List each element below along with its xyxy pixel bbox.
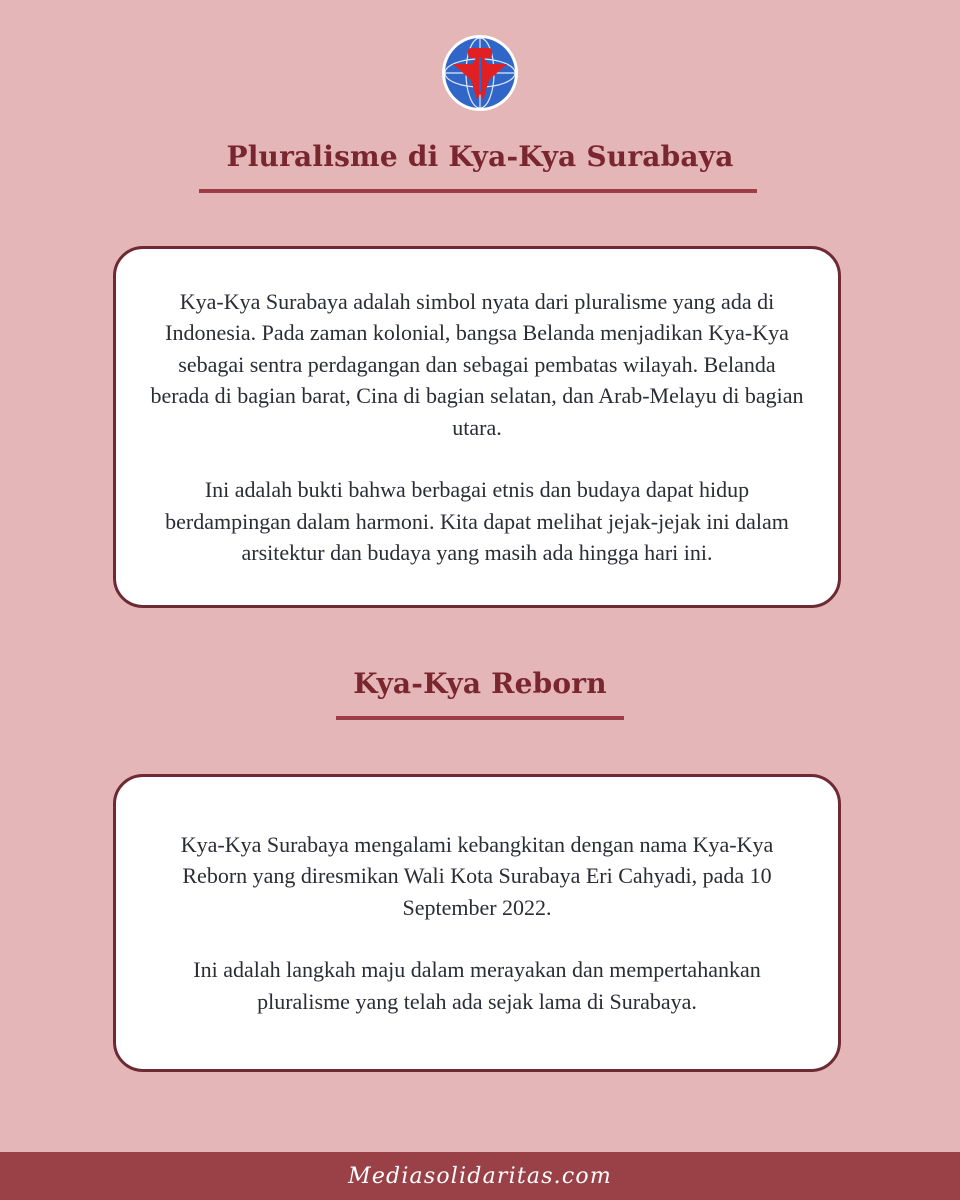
reborn-card — [113, 774, 841, 1072]
title-underline — [199, 189, 757, 193]
solidarity-globe-logo-icon — [441, 34, 519, 112]
pluralisme-paragraph-2: Ini adalah bukti bahwa berbagai etnis dan budaya dapat hidup berdampingan dalam harmoni. Kita dapat melihat jejak-jejak ini dalam arsitektur dan budaya yang masih ada hingga hari ini. — [165, 477, 789, 565]
footer-website: Mediasolidaritas.com — [348, 1163, 612, 1189]
section-title-reborn: Kya-Kya Reborn — [353, 667, 607, 700]
section-title-pluralisme: Pluralisme di Kya-Kya Surabaya — [226, 140, 734, 173]
reborn-paragraph-1: Kya-Kya Surabaya mengalami kebangkitan dengan nama Kya-Kya Reborn yang diresmikan Wali Kota Surabaya Eri Cahyadi, pada 10 September 2022. — [180, 831, 774, 920]
title-underline — [336, 716, 624, 720]
pluralisme-card — [113, 246, 841, 608]
pluralisme-paragraph-1: Kya-Kya Surabaya adalah simbol nyata dari pluralisme yang ada di Indonesia. Pada zaman kolonial, bangsa Belanda menjadikan Kya-Kya sebagai sentra perdagangan dan sebagai pembatas wilayah. Belanda berada di bagian barat, Cina di bagian selatan, dan Arab-Melayu di bagian utara. — [150, 288, 804, 440]
reborn-paragraph-2: Ini adalah langkah maju dalam merayakan dan mempertahankan pluralisme yang telah ada sejak lama di Surabaya. — [193, 957, 761, 1014]
footer-bar — [0, 1152, 960, 1200]
